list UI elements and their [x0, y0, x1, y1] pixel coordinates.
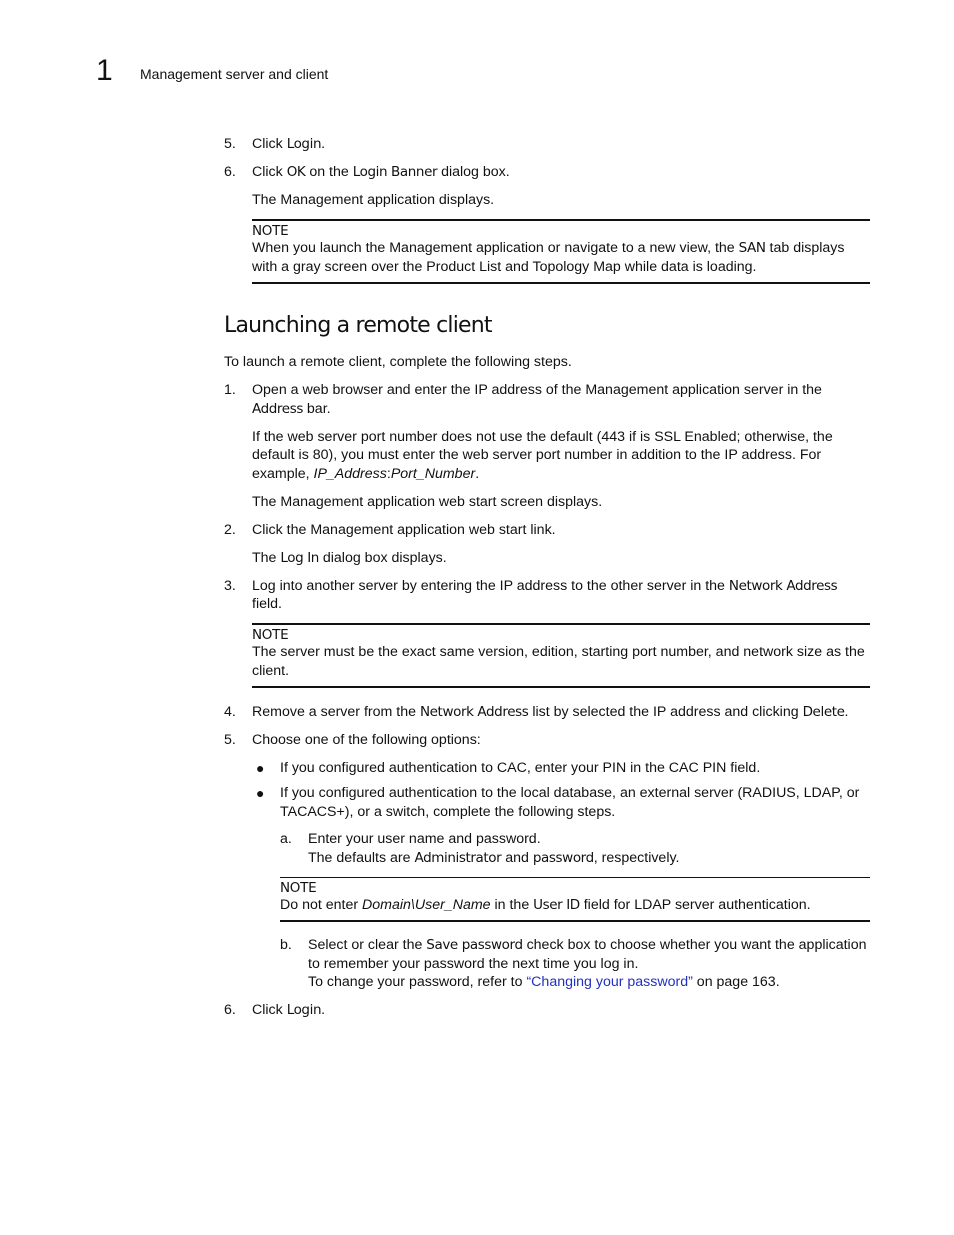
placeholder-ip-address: IP_Address — [313, 465, 387, 482]
cross-reference-link[interactable]: “Changing your password” — [526, 974, 693, 990]
step-text: dialog box. — [437, 164, 510, 180]
ui-term-san: SAN — [738, 240, 766, 256]
sub-step-letter: b. — [280, 937, 292, 953]
step-text: field. — [252, 596, 282, 612]
step-text: Log into another server by entering the IP address to the other server in the — [252, 577, 729, 594]
step-text: Remove a server from the — [252, 704, 420, 720]
note-text: When you launch the Management application or navigate to a new view, the SAN tab displays with a gray screen over the Product List and Topology Map while data is loading. — [252, 240, 845, 275]
ui-term-address: Address — [252, 400, 303, 417]
list-item: ● If you configured authentication to CAC, enter your PIN in the CAC PIN field. — [256, 760, 761, 776]
placeholder-port-number: Port_Number — [390, 465, 476, 482]
ui-term-ok: OK — [286, 164, 306, 180]
step-2 — [224, 521, 870, 540]
top-step-6 — [224, 163, 870, 182]
sub-step-text: Select or clear the Save password check box to choose whether you want the application to remember your password the next time you log in. — [308, 937, 867, 972]
note-text: Do not enter Domain\User_Name in the User ID field for LDAP server authentication. — [280, 896, 811, 913]
step-text: . — [321, 1002, 326, 1018]
step-text: on the — [305, 164, 353, 180]
sub-step-text: The defaults are Administrator and password, respectively. — [308, 849, 680, 866]
step-text: Click the Management application web start link. — [252, 521, 556, 538]
ui-term-network-address: Network Address — [419, 704, 529, 720]
step-text: Click — [252, 1002, 287, 1018]
step-text: Open a web browser and enter the IP address of the Management application server in the — [252, 382, 822, 398]
step-text: Choose one of the following options: — [252, 732, 481, 748]
note-box — [252, 623, 870, 688]
sub-step-text: To change your password, refer to “Changing your password” on page 163. — [308, 974, 780, 990]
step-number: 6. — [224, 1002, 236, 1018]
step-number: 5. — [224, 136, 236, 152]
ui-term-save-password: Save password — [426, 937, 523, 953]
note-label: NOTE — [280, 879, 317, 896]
top-step-5 — [224, 135, 870, 154]
step-2-result: The Log In dialog box displays. — [252, 549, 447, 566]
step-text: . — [321, 136, 326, 152]
step-text: list by selected the IP address and clicking — [528, 704, 803, 720]
ui-term-login-banner: Login Banner — [352, 164, 438, 180]
step-6 — [224, 1001, 870, 1020]
placeholder-domain-user: Domain\User_Name — [362, 896, 491, 913]
step-1-result: The Management application web start screen displays. — [252, 493, 603, 510]
step-1-detail: If the web server port number does not use the default (443 if is SSL Enabled; otherwise, the default is 80), you must enter the web server port number in addition to the IP address. For example, IP_Address:Port_Number. — [252, 428, 833, 482]
running-head: Management server and client — [140, 66, 329, 82]
chapter-number: 1 — [96, 54, 113, 87]
sub-step-a — [280, 830, 870, 867]
step-number: 3. — [224, 577, 236, 594]
step-number: 6. — [224, 164, 236, 180]
note-label: NOTE — [252, 223, 289, 239]
ui-term-login: Login — [286, 1002, 322, 1018]
sub-step-b — [280, 936, 870, 992]
list-item: ● If you configured authentication to the local database, an external server (RADIUS, LDAP, or TACACS+), or a switch, complete the following steps. — [256, 785, 860, 820]
step-text: Click — [252, 136, 287, 152]
step-number: 5. — [224, 732, 236, 748]
ui-term-delete: Delete — [802, 704, 845, 720]
step-1 — [224, 381, 870, 418]
ui-term-password: password — [532, 849, 594, 866]
step-result: The Management application displays. — [252, 192, 495, 208]
section-intro: To launch a remote client, complete the following steps. — [224, 354, 572, 370]
step-number: 2. — [224, 521, 236, 538]
note-box — [280, 877, 870, 923]
bullet-icon: ● — [256, 760, 265, 776]
note-box — [252, 219, 870, 284]
sub-step-text: Enter your user name and password. — [308, 831, 541, 847]
note-text: The server must be the exact same version, edition, starting port number, and network size as the client. — [252, 644, 865, 679]
ui-term-log-in: Log In — [280, 549, 319, 566]
step-text: . — [844, 704, 849, 720]
sub-step-letter: a. — [280, 831, 292, 847]
step-5 — [224, 731, 870, 750]
step-text: Click — [252, 164, 287, 180]
step-number: 1. — [224, 382, 236, 398]
ui-term-user-id: User ID — [533, 896, 580, 913]
section-title: Launching a remote client — [224, 313, 492, 338]
step-4 — [224, 703, 870, 722]
page-content — [224, 135, 870, 1029]
ui-term-network-address: Network Address — [728, 577, 838, 594]
step-number: 4. — [224, 704, 236, 720]
step-3 — [224, 577, 870, 614]
note-label: NOTE — [252, 627, 289, 643]
ui-term-login: Login — [286, 136, 322, 152]
ui-term-administrator: Administrator — [414, 849, 502, 866]
step-text: bar. — [302, 400, 331, 417]
bullet-icon: ● — [256, 785, 265, 801]
